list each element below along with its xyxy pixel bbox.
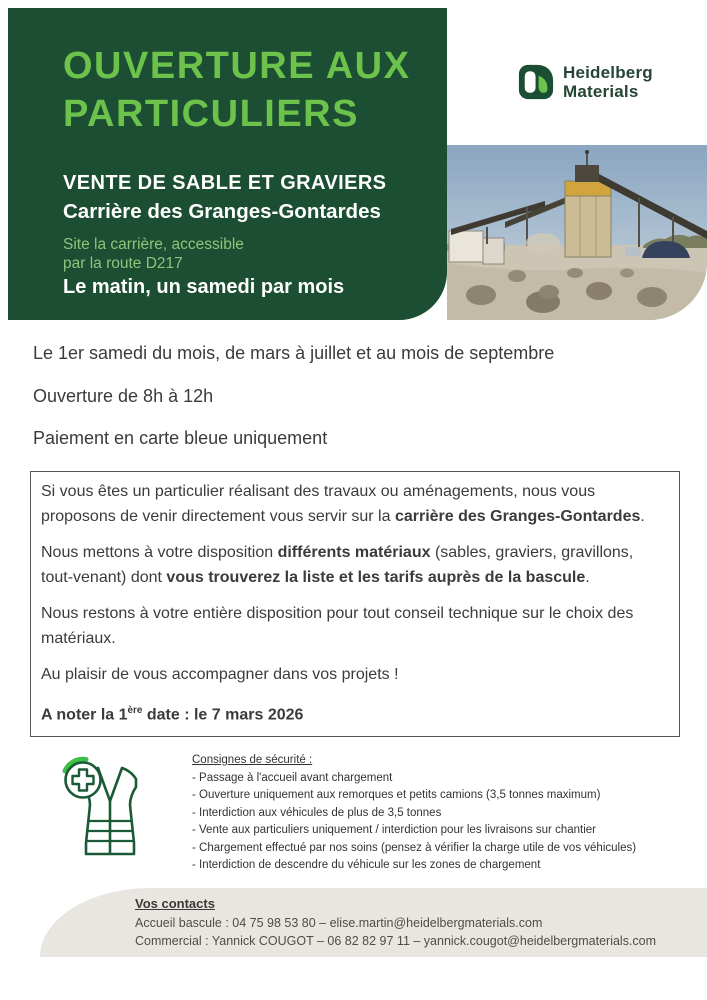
schedule-text: Le matin, un samedi par mois — [63, 276, 345, 298]
safety-item: - Passage à l'accueil avant chargement — [192, 771, 393, 784]
site-access-line2: par la route D217 — [63, 255, 183, 272]
safety-item: - Chargement effectué par nos soins (pensez à vérifier la charge utile de vos véhicules) — [192, 841, 637, 854]
safety-item: - Interdiction de descendre du véhicule sur les zones de chargement — [192, 859, 541, 871]
quarry-photo — [447, 145, 707, 320]
info-paragraph-3: Nous restons à votre entière disposition pour tout conseil technique sur le choix des matériaux. — [41, 605, 634, 647]
contacts-title: Vos contacts — [135, 896, 215, 911]
site-access-line1: Site la carrière, accessible — [63, 236, 244, 253]
page-title-line2: PARTICULIERS — [63, 93, 359, 135]
heidelberg-logo-icon — [518, 64, 554, 100]
quarry-photo-illustration — [447, 145, 707, 320]
sale-title: VENTE DE SABLE ET GRAVIERS — [63, 172, 387, 194]
heidelberg-materials-logo — [518, 63, 653, 101]
logo-wordmark-line1: Heidelberg — [563, 63, 653, 82]
safety-item: - Interdiction aux véhicules de plus de 3,5 tonnes — [192, 806, 442, 819]
page-title-line1: OUVERTURE AUX — [63, 45, 411, 87]
safety-title: Consignes de sécurité : — [192, 754, 313, 766]
safety-vest-graphic — [60, 755, 160, 863]
intro-payment-line: Paiement en carte bleue uniquement — [33, 428, 328, 448]
logo-wordmark-line2: Materials — [563, 82, 639, 101]
info-paragraph-4: Au plaisir de vous accompagner dans vos projets ! — [41, 666, 399, 683]
logo-wordmark — [563, 63, 653, 101]
info-paragraph-2: Nous mettons à votre disposition différents matériaux (sables, graviers, gravillons, tout-venant) dont vous trouverez la liste et les tarifs auprès de la bascule. — [41, 544, 634, 586]
site-access-info — [63, 235, 244, 273]
contact-accueil-line: Accueil bascule : 04 75 98 53 80 – elise.martin@heidelbergmaterials.com — [135, 916, 543, 930]
contacts-footer — [40, 888, 707, 957]
intro-hours-line: Ouverture de 8h à 12h — [33, 386, 214, 406]
safety-item: - Ouverture uniquement aux remorques et petits camions (3,5 tonnes maximum) — [192, 789, 601, 801]
info-paragraph-first-date: A noter la 1ère date : le 7 mars 2026 — [41, 705, 304, 724]
hero-banner — [8, 8, 447, 320]
safety-instructions — [192, 752, 672, 875]
page-title — [63, 42, 410, 138]
info-box — [30, 471, 680, 737]
intro-date-line: Le 1er samedi du mois, de mars à juillet et au mois de septembre — [33, 343, 555, 363]
safety-item: - Vente aux particuliers uniquement / interdiction pour les livraisons sur chantier — [192, 824, 596, 836]
contact-commercial-line: Commercial : Yannick COUGOT – 06 82 82 97 11 – yannick.cougot@heidelbergmaterials.com — [135, 934, 657, 948]
safety-vest-icon — [60, 755, 160, 868]
info-paragraph-1: Si vous êtes un particulier réalisant des travaux ou aménagements, nous vous proposons de venir directement vous servir sur la carrière des Granges-Gontardes. — [41, 483, 645, 525]
site-name: Carrière des Granges-Gontardes — [63, 200, 381, 223]
safety-list — [192, 770, 672, 875]
